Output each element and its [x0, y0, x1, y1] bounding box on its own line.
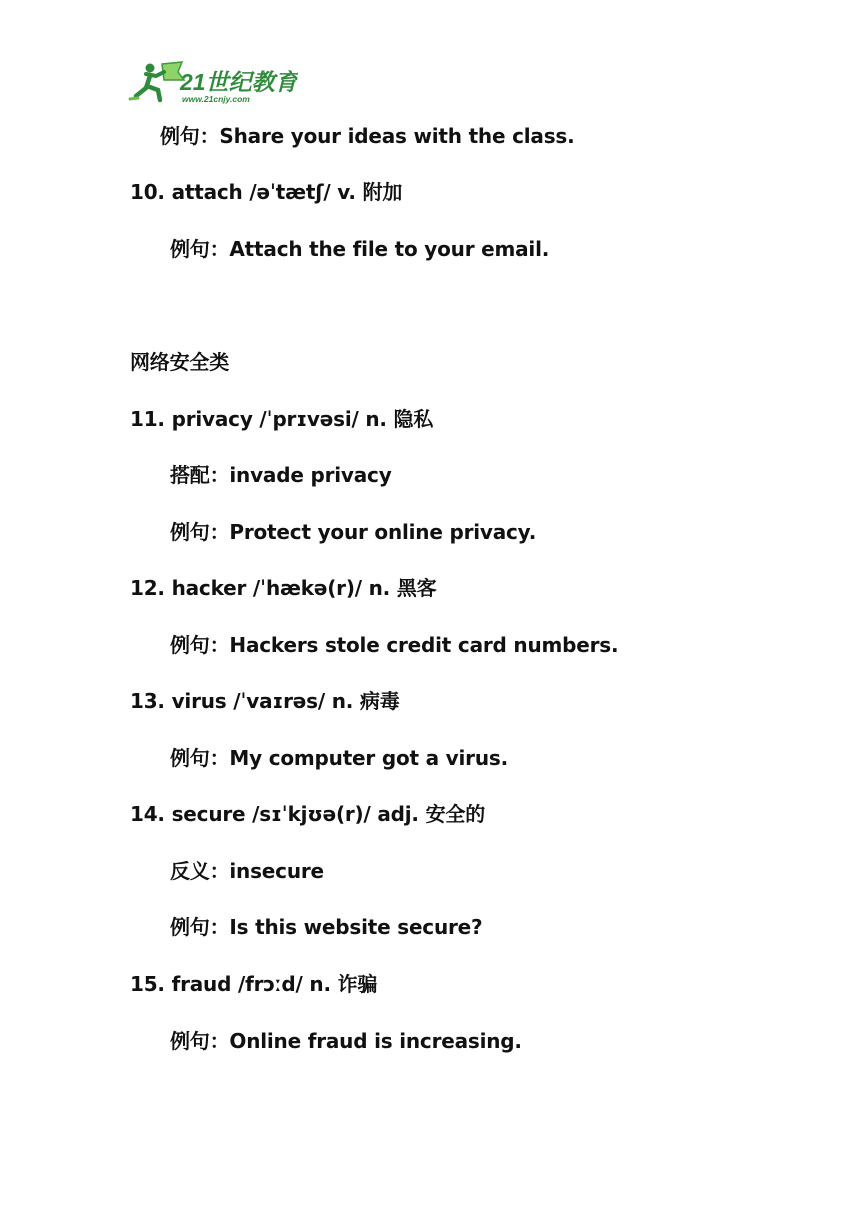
example-share-ideas: 例句：Share your ideas with the class.	[160, 124, 575, 148]
entry-privacy: 11. privacy /ˈprɪvəsi/ n. 隐私	[130, 407, 434, 431]
logo-brand-text: 21世纪教育	[180, 69, 298, 95]
entry-hacker: 12. hacker /ˈhækə(r)/ n. 黑客	[130, 576, 437, 600]
section-heading-network-security: 网络安全类	[130, 350, 229, 374]
collocation-privacy: 搭配：invade privacy	[170, 463, 392, 487]
example-secure: 例句：Is this website secure?	[170, 915, 483, 939]
entry-secure: 14. secure /sɪˈkjʊə(r)/ adj. 安全的	[130, 802, 485, 826]
runner-logo-icon	[128, 58, 298, 108]
entry-fraud: 15. fraud /frɔːd/ n. 诈骗	[130, 972, 378, 996]
entry-virus: 13. virus /ˈvaɪrəs/ n. 病毒	[130, 689, 400, 713]
logo	[128, 58, 298, 108]
example-privacy: 例句：Protect your online privacy.	[170, 520, 537, 544]
example-hacker: 例句：Hackers stole credit card numbers.	[170, 633, 619, 657]
entry-attach: 10. attach /əˈtætʃ/ v. 附加	[130, 180, 403, 204]
example-fraud: 例句：Online fraud is increasing.	[170, 1029, 522, 1053]
example-attach: 例句：Attach the file to your email.	[170, 237, 550, 261]
antonym-secure: 反义：insecure	[170, 859, 324, 883]
example-virus: 例句：My computer got a virus.	[170, 746, 508, 770]
logo-url-text: www.21cnjy.com	[182, 94, 250, 104]
